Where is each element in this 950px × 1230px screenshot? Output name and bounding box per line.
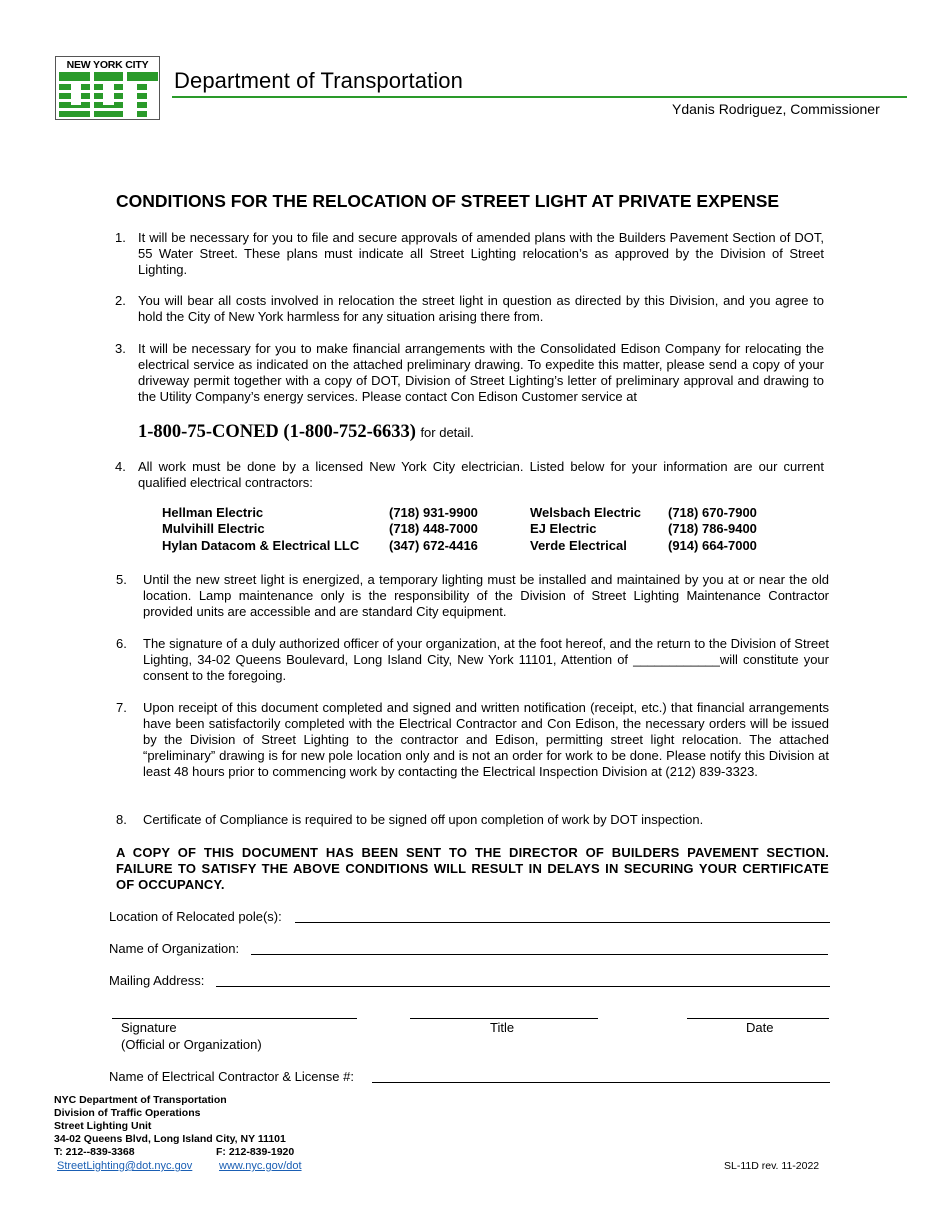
department-name: Department of Transportation — [174, 68, 463, 93]
con-edison-phone: 1-800-75-CONED (1-800-752-6633) — [138, 422, 416, 442]
address-label: Mailing Address: — [109, 973, 205, 988]
condition-number: 8. — [116, 812, 127, 827]
con-edison-phone-line — [138, 422, 474, 443]
logo-city-text: NEW YORK CITY — [66, 59, 149, 71]
footer-email-link[interactable]: StreetLighting@dot.nyc.gov — [57, 1160, 193, 1172]
condition-number: 5. — [116, 572, 127, 587]
condition-number: 3. — [115, 341, 126, 356]
condition-8-text: Certificate of Compliance is required to be signed off upon completion of work by DOT inspection. — [143, 812, 704, 827]
condition-5-text: Until the new street light is energized, a temporary lighting must be installed and maintained by you at or near the old location. Lamp maintenance only is the responsibility of the Division of Street Lighting Maintenance Contractor provided units are accessible and are standard City equipment. — [143, 572, 829, 619]
contractor-name: Verde Electrical — [530, 538, 627, 553]
condition-number: 1. — [115, 230, 126, 245]
document-title: CONDITIONS FOR THE RELOCATION OF STREET LIGHT AT PRIVATE EXPENSE — [116, 191, 780, 211]
contractor-license-label: Name of Electrical Contractor & License #: — [109, 1069, 354, 1084]
organization-field[interactable] — [251, 940, 828, 955]
footer-org: NYC Department of Transportation — [54, 1094, 227, 1106]
date-label: Date — [746, 1020, 774, 1035]
footer-website-link[interactable]: www.nyc.gov/dot — [219, 1160, 302, 1172]
address-field[interactable] — [216, 972, 830, 987]
location-field[interactable] — [295, 908, 830, 923]
dot-logo — [55, 56, 160, 120]
date-line[interactable] — [687, 1018, 829, 1019]
footer-address: 34-02 Queens Blvd, Long Island City, NY 11101 — [54, 1133, 286, 1145]
footer-phone: T: 212--839-3368 — [54, 1146, 135, 1158]
contractor-name: Welsbach Electric — [530, 505, 642, 520]
footer-fax: F: 212-839-1920 — [216, 1146, 295, 1158]
contractor-phone: (718) 786-9400 — [668, 521, 757, 536]
form-code: SL-11D rev. 11-2022 — [724, 1160, 820, 1172]
condition-number: 7. — [116, 700, 127, 715]
signature-label: Signature — [121, 1020, 177, 1035]
condition-number: 4. — [115, 459, 126, 474]
contractor-phone: (347) 672-4416 — [389, 538, 478, 553]
signature-line[interactable] — [112, 1018, 357, 1019]
dot-logo-mark — [59, 72, 158, 117]
title-label: Title — [490, 1020, 515, 1035]
condition-6-text: The signature of a duly authorized officer of your organization, at the foot hereof, and the return to the Division of Street Lighting, 34-02 Queens Boulevard, Long Island City, New York 11101, Attention of ____________will constitute your consent to the foregoing. — [143, 636, 829, 683]
contractor-phone: (718) 670-7900 — [668, 505, 757, 520]
occupancy-notice: A COPY OF THIS DOCUMENT HAS BEEN SENT TO THE DIRECTOR OF BUILDERS PAVEMENT SECTION. FAILURE TO SATISFY THE ABOVE CONDITIONS WILL RESULT IN DELAYS IN SECURING YOUR CERTIFICATE OF OCCUPANCY. — [116, 845, 829, 892]
condition-number: 6. — [116, 636, 127, 651]
con-edison-phone-suffix: for detail. — [420, 425, 474, 440]
title-line[interactable] — [410, 1018, 598, 1019]
condition-3-text: It will be necessary for you to make financial arrangements with the Consolidated Edison Company for relocating the electrical service as indicated on the attached preliminary drawing. To expedite this matter, please send a copy of your driveway permit together with a copy of DOT, Division of Street Lighting’s letter of preliminary approval and drawing to the Utility Company’s energy services. Please contact Con Edison Customer service at — [138, 341, 824, 404]
footer-division: Division of Traffic Operations — [54, 1107, 201, 1119]
organization-label: Name of Organization: — [109, 941, 240, 956]
contractor-license-field[interactable] — [372, 1068, 830, 1083]
condition-7-text: Upon receipt of this document completed and signed and written notification (receipt, etc.) that financial arrangements have been satisfactorily completed with the Electrical Contractor and Con Edison, the necessary orders will be issued by the Division of Street Lighting to the contractor and Edison, permitting street light relocation. The attached “preliminary” drawing is for new pole location only and is not an order for work to be done. Please notify this Division at least 48 hours prior to commencing work by contacting the Electrical Inspection Division at (212) 839-3323. — [143, 700, 829, 779]
condition-number: 2. — [115, 293, 126, 308]
contractor-phone: (914) 664-7000 — [668, 538, 757, 553]
condition-4-text: All work must be done by a licensed New York City electrician. Listed below for your information are our current qualified electrical contractors: — [138, 459, 824, 490]
contractor-phone: (718) 931-9900 — [389, 505, 478, 520]
header-divider — [172, 96, 907, 98]
contractor-name: Mulvihill Electric — [162, 521, 265, 536]
contractor-name: Hylan Datacom & Electrical LLC — [162, 538, 360, 553]
contractor-name: Hellman Electric — [162, 505, 264, 520]
footer-unit: Street Lighting Unit — [54, 1120, 152, 1132]
commissioner-name: Ydanis Rodriguez, Commissioner — [672, 101, 880, 117]
contractor-name: EJ Electric — [530, 521, 597, 536]
contractor-phone: (718) 448-7000 — [389, 521, 478, 536]
location-label: Location of Relocated pole(s): — [109, 909, 282, 924]
condition-1-text: It will be necessary for you to file and secure approvals of amended plans with the Builders Pavement Section of DOT, 55 Water Street. These plans must indicate all Street Lighting relocation’s as approved by the Division of Street Lighting. — [138, 230, 824, 277]
condition-2-text: You will bear all costs involved in relocation the street light in question as directed by this Division, and you agree to hold the City of New York harmless for any situation arising there from. — [138, 293, 824, 324]
signature-sublabel: (Official or Organization) — [121, 1037, 262, 1052]
